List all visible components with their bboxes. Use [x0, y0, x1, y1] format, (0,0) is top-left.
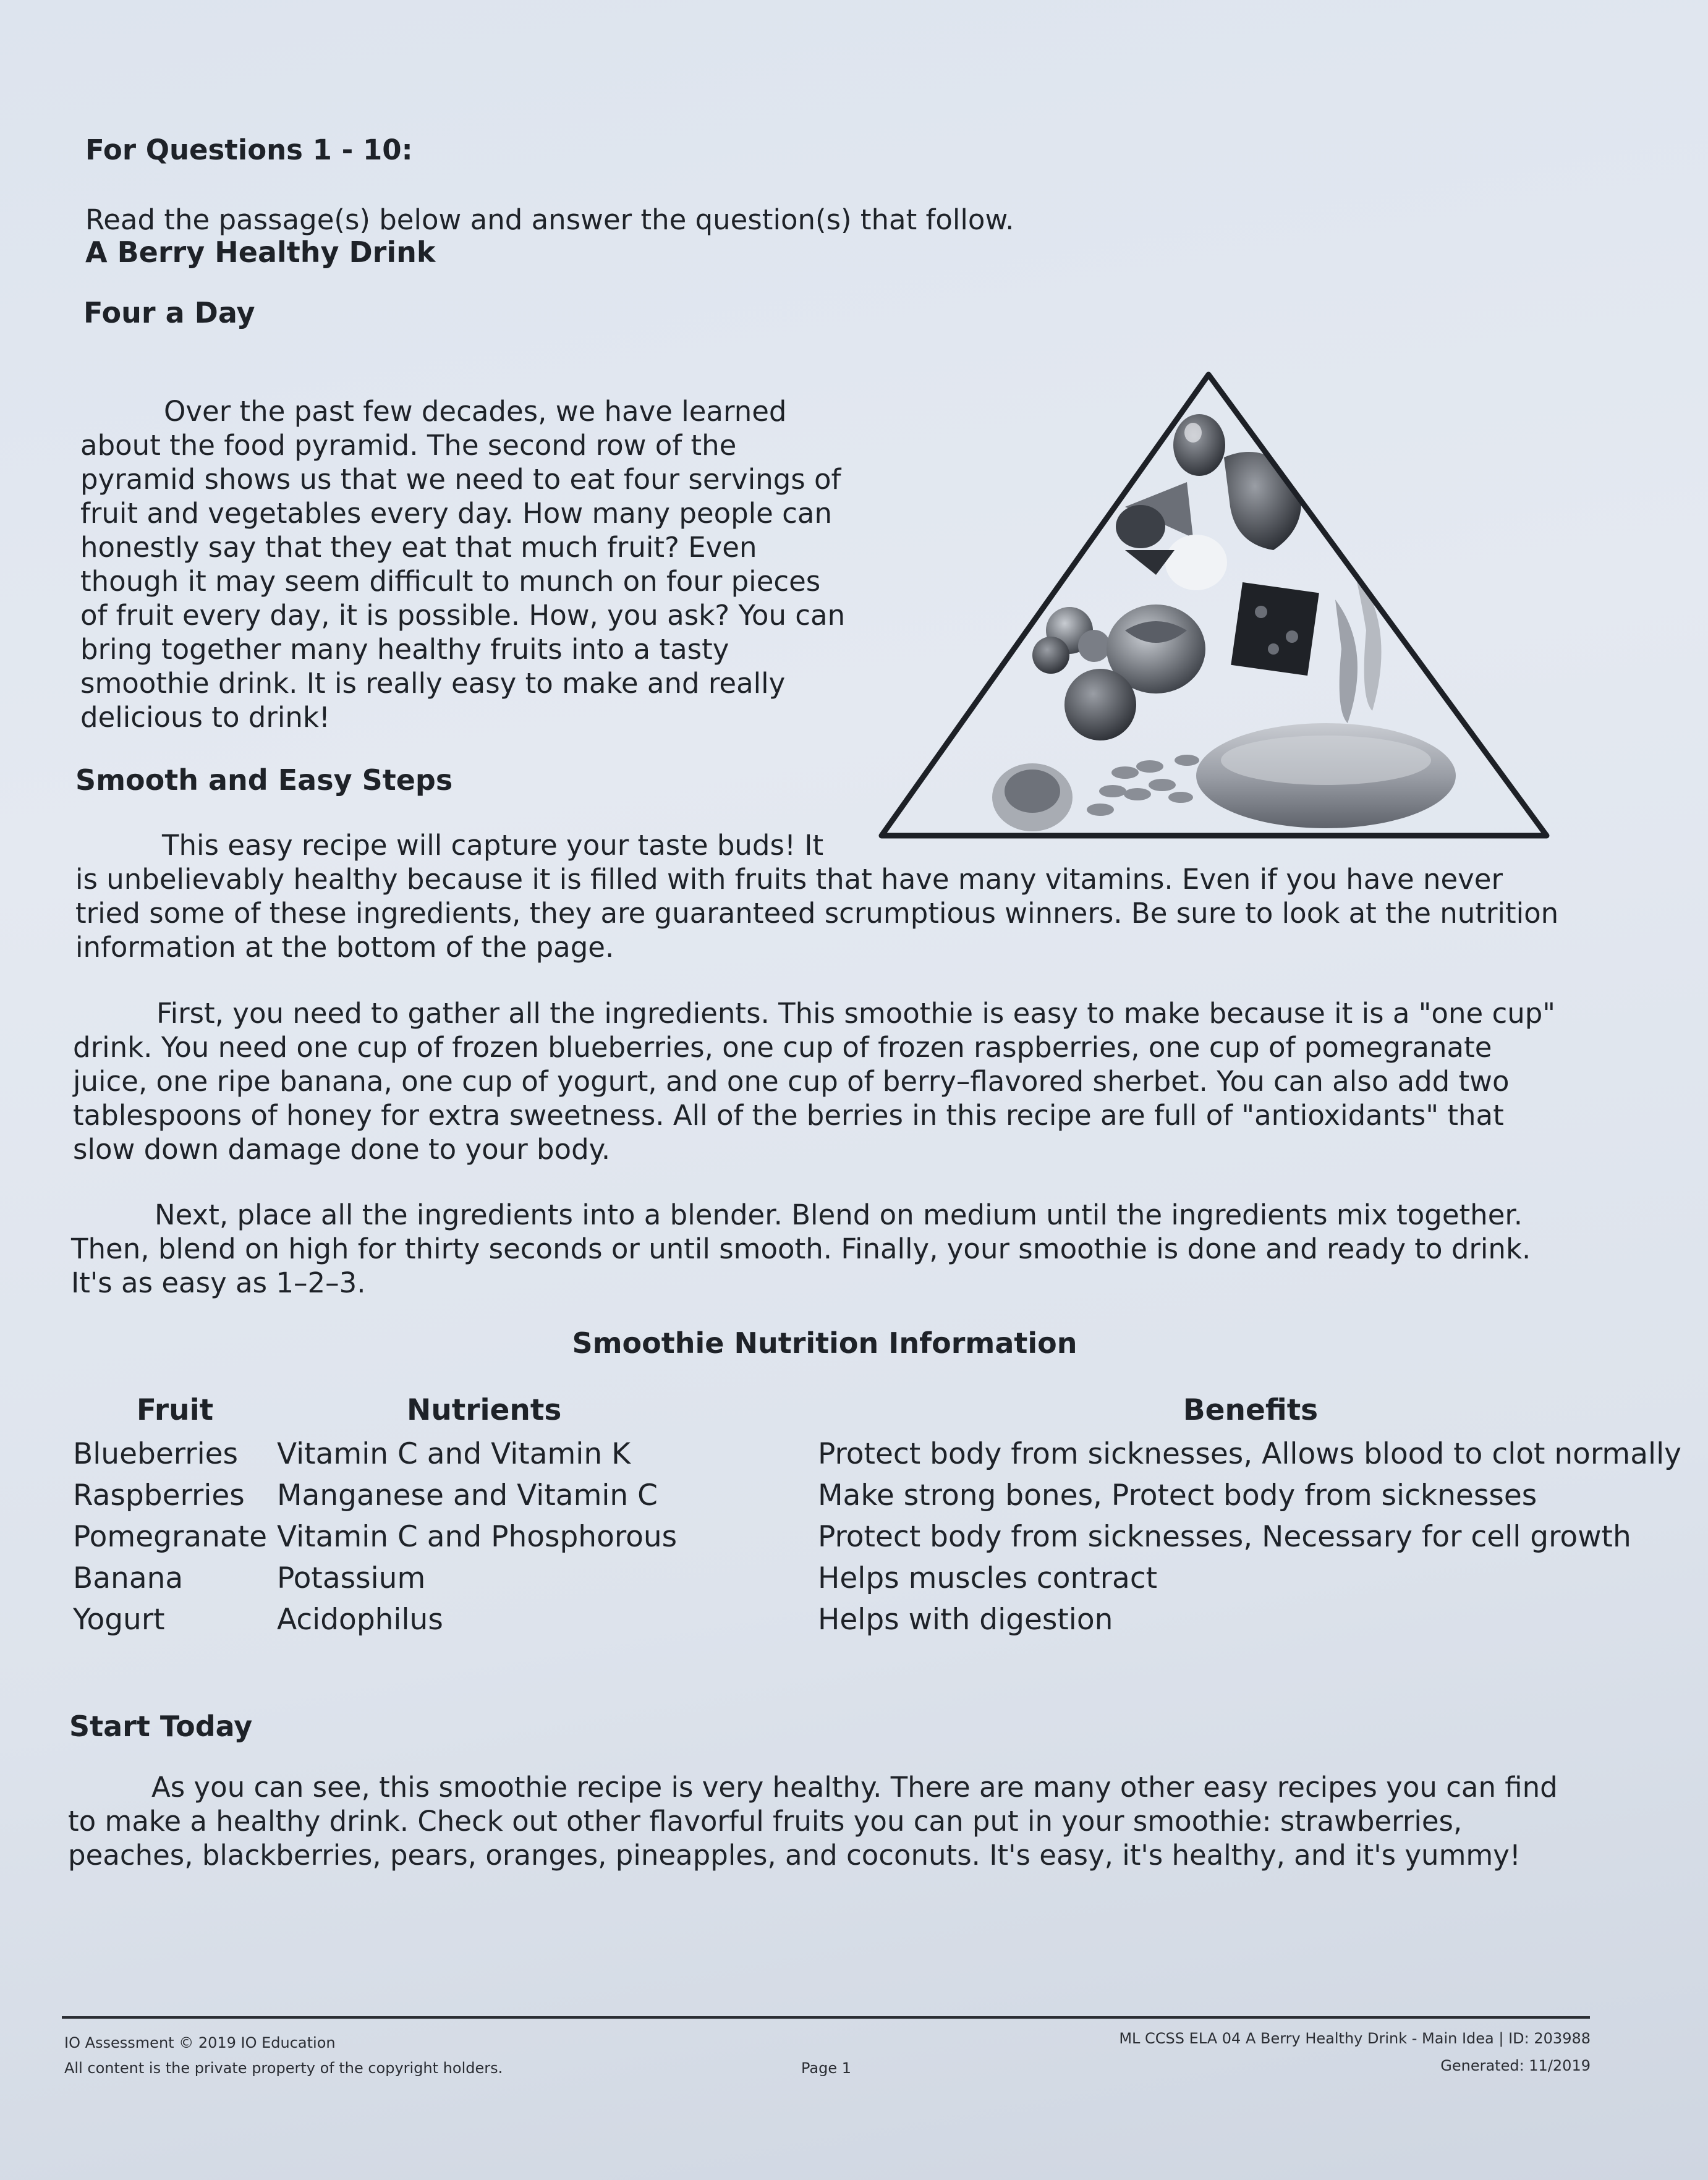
- footer-id-line: ML CCSS ELA 04 A Berry Healthy Drink - Main Idea | ID: 203988: [1119, 2030, 1591, 2047]
- paragraph-four-a-day: Over the past few decades, we have learned about the food pyramid. The second row of the pyramid shows us that we need to eat four servings of fruit and vegetables every day. How many people can honestly say that they eat that much fruit? Even though it may seem difficult to munch on four pieces of fruit every day, it is possible. How, you ask? You can bring together many healthy fruits into a tasty smoothie drink. It is really easy to make and really delicious to drink!: [80, 395, 846, 734]
- column-header-benefits: Benefits: [1183, 1393, 1319, 1427]
- section-heading-four-a-day: Four a Day: [83, 296, 255, 329]
- nutrients-cell: Acidophilus: [277, 1603, 443, 1637]
- footer-divider: [62, 2016, 1590, 2019]
- nutrition-table-title: Smoothie Nutrition Information: [572, 1326, 1077, 1360]
- questions-range: For Questions 1 - 10:: [85, 134, 413, 166]
- food-pyramid-illustration: [865, 365, 1567, 844]
- footer-generated: Generated: 11/2019: [1440, 2057, 1591, 2074]
- paragraph-start-today: As you can see, this smoothie recipe is very healthy. There are many other easy recipes you can find to make a healthy drink. Check out other flavorful fruits you can put in your smoothie: strawberries, peaches, blackberries, pears, oranges, pineapples, and coconuts. It's easy, it's healthy, and it's yummy!: [68, 1771, 1558, 1872]
- column-header-fruit: Fruit: [136, 1393, 214, 1427]
- footer-rights: All content is the private property of the copyright holders.: [64, 2059, 503, 2077]
- nutrients-cell: Manganese and Vitamin C: [277, 1478, 658, 1512]
- paragraph-ingredients: First, you need to gather all the ingredients. This smoothie is easy to make because it is a "one cup" drink. You need one cup of frozen blueberries, one cup of frozen raspberries, one cup of pomegranate juice, one ripe banana, one cup of yogurt, and one cup of berry–flavored sherbet. You can also add two tablespoons of honey for extra sweetness. All of the berries in this recipe are full of "antioxidants" that slow down damage done to your body.: [73, 997, 1555, 1166]
- paragraph-recipe-lead: This easy recipe will capture your taste buds! It: [162, 829, 824, 862]
- passage-title: A Berry Healthy Drink: [85, 235, 436, 269]
- fruit-cell: Blueberries: [73, 1437, 239, 1471]
- column-header-nutrients: Nutrients: [407, 1393, 562, 1427]
- benefits-cell: Protect body from sicknesses, Allows blood to clot normally: [818, 1437, 1681, 1471]
- fruit-cell: Pomegranate: [73, 1520, 268, 1554]
- nutrients-cell: Vitamin C and Phosphorous: [277, 1520, 678, 1554]
- paragraph-blend-steps: Next, place all the ingredients into a blender. Blend on medium until the ingredients mix together. Then, blend on high for thirty seconds or until smooth. Finally, your smoothie is done and ready to drink. It's as easy as 1–2–3.: [71, 1198, 1531, 1299]
- table-row: [73, 1516, 1683, 1558]
- nutrients-cell: Potassium: [277, 1561, 426, 1595]
- instructions: Read the passage(s) below and answer the question(s) that follow.: [85, 203, 1014, 236]
- fruit-cell: Yogurt: [73, 1603, 165, 1637]
- table-row: [73, 1599, 1683, 1640]
- fruit-cell: Raspberries: [73, 1478, 245, 1512]
- nutrition-table-header: [73, 1393, 1683, 1433]
- benefits-cell: Protect body from sicknesses, Necessary for cell growth: [818, 1520, 1631, 1554]
- table-row: [73, 1558, 1683, 1599]
- section-heading-smooth-steps: Smooth and Easy Steps: [75, 763, 453, 797]
- nutrition-table: [73, 1393, 1683, 1640]
- table-row: [73, 1475, 1683, 1516]
- footer-copyright: IO Assessment © 2019 IO Education: [64, 2034, 336, 2051]
- nutrients-cell: Vitamin C and Vitamin K: [277, 1437, 631, 1471]
- table-row: [73, 1433, 1683, 1475]
- section-heading-start-today: Start Today: [69, 1710, 253, 1743]
- paragraph-recipe-rest: is unbelievably healthy because it is filled with fruits that have many vitamins. Even if you have never tried some of these ingredients, they are guaranteed scrumptious winners. Be sure to look at the nutrition information at the bottom of the page.: [75, 863, 1559, 964]
- benefits-cell: Helps muscles contract: [818, 1561, 1158, 1595]
- fruit-cell: Banana: [73, 1561, 184, 1595]
- benefits-cell: Make strong bones, Protect body from sicknesses: [818, 1478, 1537, 1512]
- footer-page-number: Page 1: [801, 2059, 851, 2077]
- benefits-cell: Helps with digestion: [818, 1603, 1113, 1637]
